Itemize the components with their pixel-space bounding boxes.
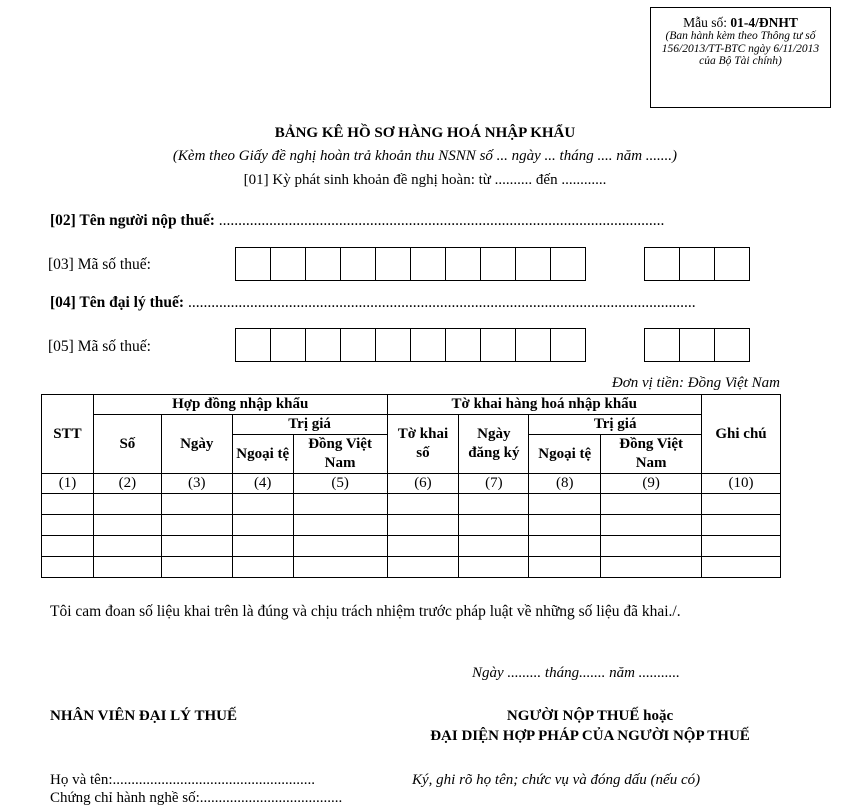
table-cell[interactable] — [93, 515, 161, 536]
currency-unit: Đơn vị tiền: Đồng Việt Nam — [611, 375, 780, 391]
agent-name-line[interactable]: Họ và tên:...................................................... — [50, 772, 315, 788]
table-cell[interactable] — [387, 494, 459, 515]
declaration-text: Tôi cam đoan số liệu khai trên là đúng và chịu trách nhiệm trước pháp luật về những số liệu đã khai./. — [50, 603, 681, 620]
document-subtitle: (Kèm theo Giấy đề nghị hoàn trả khoản thu NSNN số ... ngày ... tháng .... năm .......) — [172, 148, 678, 164]
table-cell[interactable] — [387, 536, 459, 557]
sign-instruction: Ký, ghi rõ họ tên; chức vụ và đóng dấu (nếu có) — [412, 772, 701, 788]
table-cell[interactable] — [232, 515, 293, 536]
declaration-value-header: Trị giá — [529, 415, 702, 435]
table-cell[interactable] — [601, 515, 702, 536]
agent-tax-code-digit[interactable] — [515, 328, 551, 362]
table-cell[interactable] — [93, 536, 161, 557]
table-cell[interactable] — [601, 536, 702, 557]
table-cell[interactable] — [161, 494, 232, 515]
signature-date-line: Ngày ......... tháng....... năm ........... — [472, 665, 680, 681]
tax-code-digit[interactable] — [445, 247, 481, 281]
table-row[interactable] — [42, 494, 781, 515]
form-number-box — [650, 7, 831, 108]
column-number: (3) — [161, 474, 232, 494]
table-cell[interactable] — [293, 494, 387, 515]
col-declaration-foreign: Ngoại tệ — [529, 435, 601, 474]
agent-tax-code-digit[interactable] — [235, 328, 271, 362]
tax-code-digit[interactable] — [235, 247, 271, 281]
col-declaration-vnd: Đồng Việt Nam — [601, 435, 702, 474]
taxpayer-signature-line2: ĐẠI DIỆN HỢP PHÁP CỦA NGƯỜI NỘP THUẾ — [430, 728, 750, 744]
table-cell[interactable] — [161, 536, 232, 557]
tax-code-digit[interactable] — [410, 247, 446, 281]
tax-code-digit[interactable] — [550, 247, 586, 281]
tax-code-branch-digit[interactable] — [714, 247, 750, 281]
table-cell[interactable] — [42, 557, 94, 578]
column-number: (1) — [42, 474, 94, 494]
table-cell[interactable] — [459, 557, 529, 578]
table-cell[interactable] — [529, 494, 601, 515]
column-number: (8) — [529, 474, 601, 494]
table-cell[interactable] — [529, 515, 601, 536]
import-goods-table — [41, 394, 781, 578]
tax-code-digit[interactable] — [340, 247, 376, 281]
table-row[interactable] — [42, 515, 781, 536]
table-cell[interactable] — [601, 557, 702, 578]
agent-tax-code-digit[interactable] — [480, 328, 516, 362]
table-row[interactable] — [42, 557, 781, 578]
tax-code-branch-digit[interactable] — [644, 247, 680, 281]
table-cell[interactable] — [161, 515, 232, 536]
agent-label: [04] Tên đại lý thuế: — [50, 294, 185, 311]
table-cell[interactable] — [42, 494, 94, 515]
col-declaration-no: Tờ khai số — [387, 415, 459, 474]
table-cell[interactable] — [293, 557, 387, 578]
table-cell[interactable] — [601, 494, 702, 515]
table-cell[interactable] — [232, 557, 293, 578]
agent-tax-code-digit[interactable] — [270, 328, 306, 362]
tax-code-label: [03] Mã số thuế: — [48, 256, 151, 273]
tax-agent-signature-title: NHÂN VIÊN ĐẠI LÝ THUẾ — [50, 708, 237, 724]
tax-code-branch-digit[interactable] — [679, 247, 715, 281]
col-contract-foreign: Ngoại tệ — [232, 435, 293, 474]
column-number: (5) — [293, 474, 387, 494]
tax-code-boxes[interactable] — [236, 247, 586, 281]
agent-tax-code-digit[interactable] — [410, 328, 446, 362]
table-cell[interactable] — [702, 494, 781, 515]
agent-name-field[interactable]: ................................................................................................................................... — [187, 294, 696, 311]
column-number-row — [42, 474, 781, 494]
agent-tax-code-digit[interactable] — [375, 328, 411, 362]
agent-tax-code-branch-digit[interactable] — [714, 328, 750, 362]
table-cell[interactable] — [42, 515, 94, 536]
col-contract-vnd: Đồng Việt Nam — [293, 435, 387, 474]
col-contract-date: Ngày — [161, 415, 232, 474]
taxpayer-name-row — [50, 212, 664, 230]
agent-tax-code-branch-boxes[interactable] — [645, 328, 750, 362]
taxpayer-signature-title — [420, 706, 760, 746]
contract-group-header: Hợp đồng nhập khẩu — [93, 395, 387, 415]
table-cell[interactable] — [702, 557, 781, 578]
column-number: (7) — [459, 474, 529, 494]
taxpayer-name-field[interactable]: ................................................................................................................... — [218, 212, 665, 229]
table-cell[interactable] — [93, 494, 161, 515]
table-row[interactable] — [42, 536, 781, 557]
document-title: BẢNG KÊ HỒ SƠ HÀNG HOÁ NHẬP KHẨU — [274, 125, 576, 141]
col-stt: STT — [42, 395, 94, 474]
form-note: (Ban hành kèm theo Thông tư số 156/2013/TT-BTC ngày 6/11/2013 của Bộ Tài chính) — [661, 30, 820, 67]
declaration-group-header: Tờ khai hàng hoá nhập khẩu — [387, 395, 702, 415]
table-cell[interactable] — [232, 494, 293, 515]
agent-tax-code-label: [05] Mã số thuế: — [48, 338, 151, 355]
column-number: (2) — [93, 474, 161, 494]
table-cell[interactable] — [702, 515, 781, 536]
form-code: 01-4/ĐNHT — [730, 15, 798, 30]
table-cell[interactable] — [529, 536, 601, 557]
agent-tax-code-boxes[interactable] — [236, 328, 586, 362]
form-code-line — [651, 16, 830, 30]
table-cell[interactable] — [161, 557, 232, 578]
certificate-number-line[interactable]: Chứng chỉ hành nghề số:...................................... — [50, 790, 343, 806]
table-cell[interactable] — [387, 557, 459, 578]
table-cell[interactable] — [459, 515, 529, 536]
column-number: (10) — [702, 474, 781, 494]
column-number: (9) — [601, 474, 702, 494]
table-cell[interactable] — [702, 536, 781, 557]
contract-value-header: Trị giá — [232, 415, 387, 435]
col-contract-no: Số — [93, 415, 161, 474]
table-cell[interactable] — [459, 494, 529, 515]
tax-code-branch-boxes[interactable] — [645, 247, 750, 281]
tax-code-digit[interactable] — [375, 247, 411, 281]
column-number: (6) — [387, 474, 459, 494]
table-cell[interactable] — [93, 557, 161, 578]
agent-name-row — [50, 294, 696, 312]
agent-tax-code-digit[interactable] — [550, 328, 586, 362]
form-label: Mẫu số: — [683, 15, 727, 30]
taxpayer-signature-line1: NGƯỜI NỘP THUẾ hoặc — [506, 708, 674, 724]
table-cell[interactable] — [529, 557, 601, 578]
table-cell[interactable] — [293, 536, 387, 557]
taxpayer-label: [02] Tên người nộp thuế: — [50, 212, 215, 229]
tax-code-digit[interactable] — [515, 247, 551, 281]
table-cell[interactable] — [42, 536, 94, 557]
tax-code-digit[interactable] — [305, 247, 341, 281]
column-number: (4) — [232, 474, 293, 494]
table-cell[interactable] — [387, 515, 459, 536]
col-registration-date: Ngày đăng ký — [459, 415, 529, 474]
table-cell[interactable] — [232, 536, 293, 557]
agent-tax-code-branch-digit[interactable] — [644, 328, 680, 362]
table-cell[interactable] — [293, 515, 387, 536]
tax-code-digit[interactable] — [480, 247, 516, 281]
agent-tax-code-digit[interactable] — [445, 328, 481, 362]
agent-tax-code-digit[interactable] — [305, 328, 341, 362]
agent-tax-code-digit[interactable] — [340, 328, 376, 362]
tax-code-digit[interactable] — [270, 247, 306, 281]
agent-tax-code-branch-digit[interactable] — [679, 328, 715, 362]
col-note: Ghi chú — [702, 395, 781, 474]
period-line: [01] Kỳ phát sinh khoản đề nghị hoàn: từ .......... đến ............ — [243, 172, 607, 188]
table-cell[interactable] — [459, 536, 529, 557]
